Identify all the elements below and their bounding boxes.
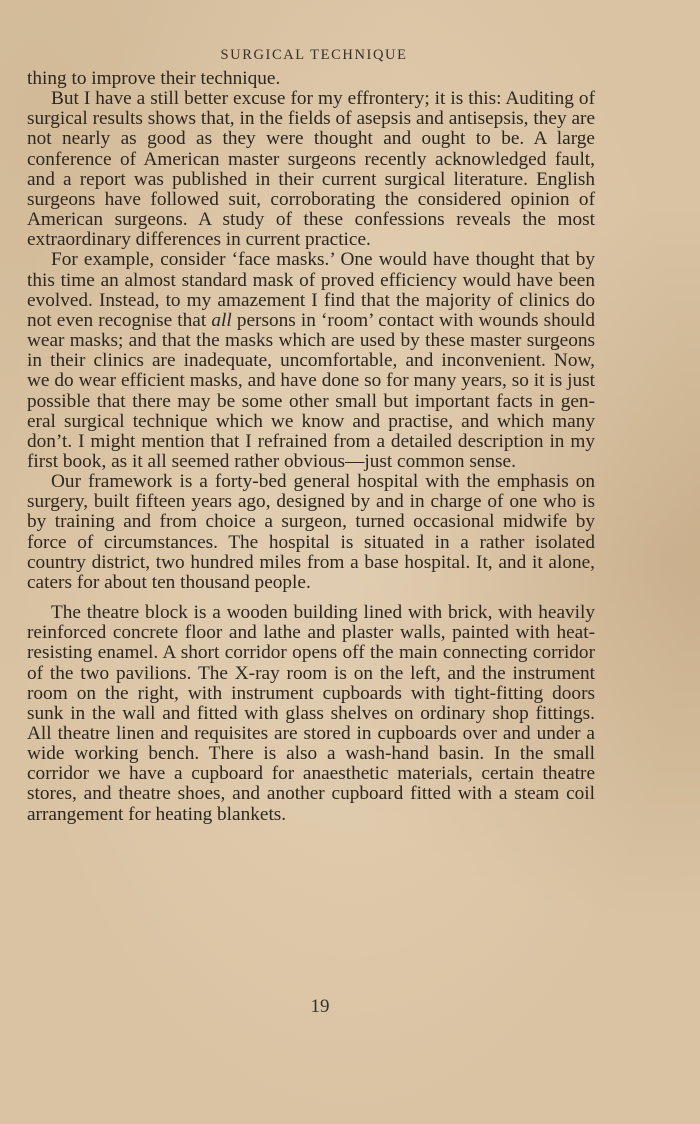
paragraph-face-masks-part-2: persons in ‘room’ contact with wounds should wear masks; and that the masks which are used by these master surgeons in their clinics are inadequate, uncomfortable, and inconvenient. Now, we do wear efficient masks, and have done so for many years, so it is just possible that there may be some other small but important facts in general surgical technique which we know and practise, and which many don’t. I might mention that I refrained from a detailed description in my first book, as it all seemed rather obvious—just common sense. (27, 309, 596, 472)
paragraph-excuse: But I have a still better excuse for my effrontery; it is this: Auditing of surgical results shows that, in the fields of asepsis and antisepsis, they are not nearly as good as they were thought and ought to be. A large conference of American master surgeons recently acknowledged fault, and a report was published in their current surgical literature. English surgeons have followed suit, corroborating the considered opinion of American surgeons. A study of these confessions reveals the most extraordinary differences in current practice. (27, 88, 595, 251)
paragraph-continuation: thing to improve their technique. (27, 68, 281, 89)
page-number: 19 (310, 996, 330, 1017)
running-head: SURGICAL TECHNIQUE (220, 47, 408, 63)
paragraph-face-masks (27, 250, 595, 472)
paragraph-face-masks-part-1: For example, consider ‘face masks.’ One would have thought that by this time an almost standard mask of proved efficiency would have been evolved. Instead, to my amazement I find that the majority of clinics do not even recognise that (27, 249, 595, 331)
paragraph-theatre-block: The theatre block is a wooden building lined with brick, with heavily reinforced concrete floor and lathe and plaster walls, painted with heat-resisting enamel. A short corridor opens off the main connecting corridor of the two pavilions. The X-ray room is on the left, and the instrument room on the right, with instrument cupboards with tight-fitting doors sunk in the wall and fitted with glass shelves on ordinary shop fittings. All theatre linen and requisites are stored in cupboards over and under a wide working bench. There is also a wash-hand basin. In the small corridor we have a cupboard for anaesthetic materials, certain theatre stores, and theatre shoes, and another cupboard fitted with a steam coil arrangement for heating blankets. (27, 602, 595, 825)
paragraph-framework: Our framework is a forty-bed general hospital with the emphasis on surgery, built fifteen years ago, designed by and in charge of one who is by training and from choice a surgeon, turned occasional midwife by force of circumstances. The hospital is situated in a rather isolated country district, two hundred miles from a base hospital. It, and it alone, caters for about ten thousand people. (27, 471, 595, 593)
body-text (27, 69, 595, 825)
italic-all: all (211, 309, 232, 331)
